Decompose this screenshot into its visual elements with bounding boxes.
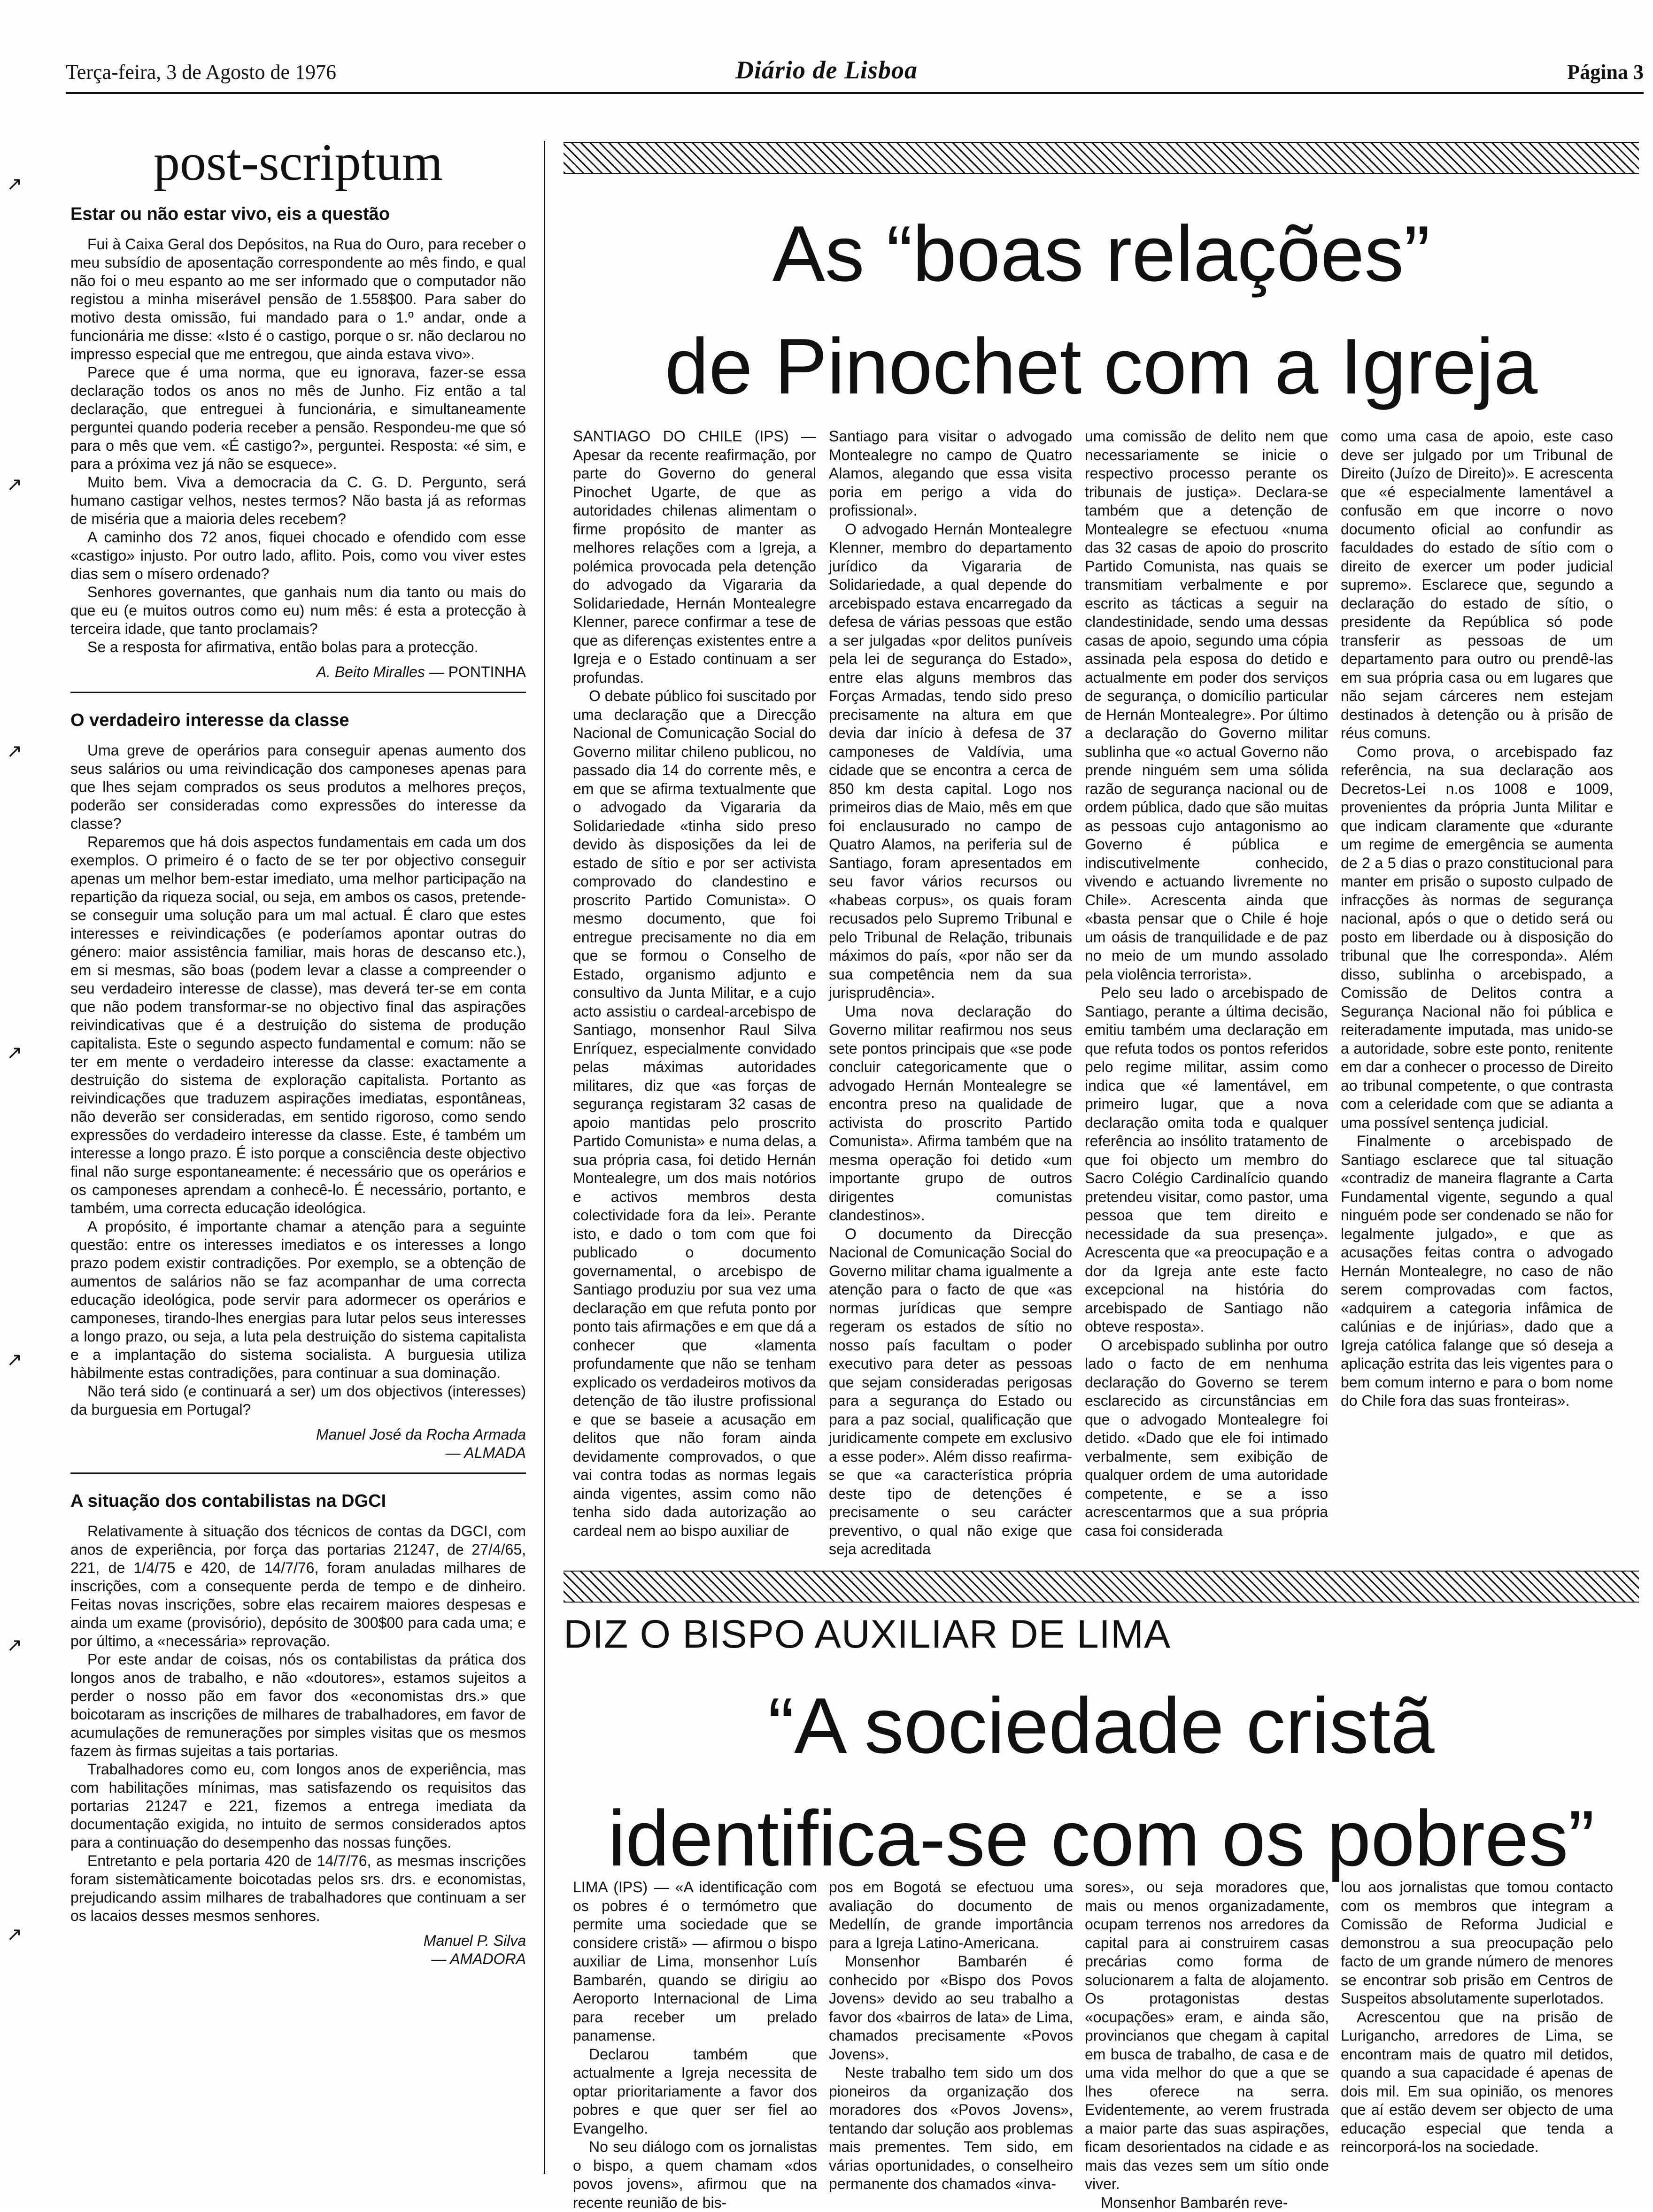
newspaper-name: Diário de Lisboa <box>0 55 1653 85</box>
letter-heading: Estar ou não estar vivo, eis a questão <box>70 204 526 225</box>
article2-column <box>1085 1878 1329 2197</box>
article2-headline <box>564 1669 1639 1895</box>
article1-column <box>1341 427 1613 1549</box>
article-paragraph: uma comissão de delito nem que necessariamente se inicie o respectivo processo perante os tribunais de justiça». Declara-se também que a detenção de Montealegre se efectuou «numa das 32 casas de apoio do proscrito Partido Comunista, nas quais se transmitiam verbalmente e por escrito as tácticas a seguir na clandestinidade, sendo uma dessas casas de apoio, segundo uma cópia assinada pela esposa do detido e actualmente em poder dos serviços de segurança, o domicílio particular de Hernán Montealegre». Por último a declaração do Governo militar sublinha que «o actual Governo não prende ninguém sem uma sólida razão de segurança nacional ou de ordem pública, dado que são muitas as pessoas cujo antagonismo ao Governo é pública e indiscutivelmente conhecido, vivendo e actuando livremente no Chile». Acrescenta ainda que «basta pensar que o Chile é hoje um oásis de tranquilidade e de paz no meio de um mundo assolado pela violência terrorista». <box>1085 427 1328 984</box>
letter-paragraph: Por este andar de coisas, nós os contabilistas da prática dos longos anos de trabalho, e não «doutores», estamos sujeitos a perder o nosso pão em favor dos «economistas drs.» que boicotaram as inscrições de milhares de trabalhadores, em favor de acumulações de remunerações por simples visitas que os mesmos fazem às firmas sujeitas a tais portarias. <box>70 1650 526 1760</box>
letter-paragraph: A propósito, é importante chamar a atenção para a seguinte questão: entre os interesses imediatos e os interesses a longo prazo podem existir contradições. Por exemplo, se a obtenção de aumentos de salários não se faz acompanhar de uma correcta educação ideológica, pode servir para adormecer os operários e camponeses, tirando-lhes energias para lutar pelos seus interesses a longo prazo, ou seja, a luta pela destruição do sistema capitalista e a implantação do sistema socialista. A burguesia utiliza hàbilmente estas contradições, para continuar a sua dominação. <box>70 1218 526 1382</box>
letter-paragraph: Fui à Caixa Geral dos Depósitos, na Rua do Ouro, para receber o meu subsídio de aposentação correspondente ao mês findo, e qual não foi o meu espanto ao me ser informado que o computador não registou a minha miserável pensão de 1.558$00. Para saber do motivo desta omissão, fui mandado para o 1.º andar, onde a funcionária me disse: «Isto é o castigo, porque o sr. não declarou no impresso especial que me entregou, que ainda estava vivo». <box>70 235 526 363</box>
letter-paragraph: Trabalhadores como eu, com longos anos de experiência, mas com habilitações mínimas, mas satisfazendo os requisitos das portarias 21247 e 221, fizemos a entrega imediata da documentação exigida, no intuito de sermos considerados aptos para a continuação do desempenho das nossas funções. <box>70 1760 526 1852</box>
letter-paragraph: Se a resposta for afirmativa, então bolas para a protecção. <box>70 638 526 656</box>
letter-paragraph: Senhores governantes, que ganhais num dia tanto ou mais do que eu (e muitos outros como eu) num mês: é esta a protecção à terceira idade, que tanto proclamais? <box>70 583 526 638</box>
postscriptum-title: post-scriptum <box>70 131 526 193</box>
headline-line: “A sociedade cristã <box>564 1669 1639 1782</box>
letter-place: — PONTINHA <box>429 663 526 680</box>
article-paragraph: lou aos jornalistas que tomou contacto com os membros que integram a Comissão de Reforma Judicial e demonstrou a sua preocupação pelo facto de um grande número de menores se encontrar sob prisão em Centros de Suspeitos absolutamente superlotados. <box>1341 1878 1613 2008</box>
letter-paragraph: Reparemos que há dois aspectos fundamentais em cada um dos exemplos. O primeiro é o facto de se ter por objectivo conseguir apenas um melhor bem-estar imediato, uma melhor participação na repartição da riqueza social, ou seja, em ambos os casos, pretende-se conseguir uma solução para um mal actual. É claro que estes interesses e reivindicações (e poderíamos apontar outras do género: maior assistência familiar, mais horas de descanso etc.), em si mesmas, são boas (podem levar a classe a compreender o seu verdadeiro interesse de classe), mas deverá ter-se em conta que não podem transformar-se no objectivo final das aspirações reivindicativas que é a destruição do sistema de produção capitalista. Este o segundo aspecto fundamental e comum: não se ter em mente o verdadeiro interesse da classe: exactamente a destruição do sistema de exploração capitalista. Portanto as reivindicações que traduzem aspirações imediatas, espontâneas, não deverão ser consideradas, em sentido rigoroso, como sendo expressões do verdadeiro interesse da classe. Este, é também um interesse a longo prazo. É isto porque a consciência deste objectivo final não surge espontaneamente: é necessário que os operários e os camponeses aprendam a conhecê-lo. É necessário, portanto, e também, uma correcta educação ideológica. <box>70 833 526 1218</box>
article-paragraph: O arcebispado sublinha por outro lado o facto de em nenhuma declaração do Governo se terem esclarecido as circunstâncias em que o advogado Montealegre foi detido. «Dado que ele foi intimado verbalmente, sem exibição de qualquer ordem de uma autoridade competente, e se a isso acrescentarmos que a sua própria casa foi considerada <box>1085 1336 1328 1541</box>
article-paragraph: Monsenhor Bambarén é conhecido por «Bispo dos Povos Jovens» devido ao seu trabalho a favor dos «bairros de lata» de Lima, chamados precisamente «Povos Jovens». <box>829 1952 1073 2064</box>
article-paragraph: Neste trabalho tem sido um dos pioneiros da organização dos moradores dos «Povos Jovens», tentando dar solução aos problemas mais prementes. Tem sido, em várias oportunidades, o conselheiro permanente dos chamados «inva- <box>829 2064 1073 2194</box>
article-paragraph: LIMA (IPS) — «A identificação com os pobres é o termómetro que permite uma sociedade que se considere cristã» — afirmou o bispo auxiliar de Lima, monsenhor Luís Bambarén, quando se dirigiu ao Aeroporto Internacional de Lima para receber um prelado panamense. <box>573 1878 817 2045</box>
article2-column <box>1341 1878 1613 2197</box>
article1-headline <box>564 197 1639 423</box>
letter-separator <box>70 1472 526 1474</box>
letter-signature <box>70 663 526 681</box>
letter-paragraph: Relativamente à situação dos técnicos de contas da DGCI, com anos de experiência, por força das portarias 21247, de 27/4/65, 221, de 1/4/75 e 420, de 14/7/76, foram anuladas milhares de inscrições, com a consequente perda de tempo e de dinheiro. Feitas novas inscrições, sobre elas recairem maiores despesas e ainda um exame (provisório), depósito de 300$00 para cada uma; e por último, a «necessária» reprovação. <box>70 1522 526 1650</box>
hatched-rule <box>564 1571 1639 1603</box>
article-paragraph: SANTIAGO DO CHILE (IPS) — Apesar da recente reafirmação, por parte do Governo do general Pinochet Ugarte, de que as autoridades chilenas alimentam o firme propósito de manter as melhores relações com a Igreja, a polémica provocada pela detenção do advogado da Vigararia da Solidariedade, Hernán Montealegre Klenner, parece confirmar a tese de que as diferenças existentes entre a Igreja e o Estado continuam a ser profundas. <box>573 427 816 687</box>
article-paragraph: Finalmente o arcebispado de Santiago esclarece que tal situação «contradiz de maneira flagrante a Carta Fundamental vigente, segundo a qual ninguém pode ser condenado se não for legalmente julgado», e que as acusações feitas contra o advogado Hernán Montealegre, no caso de não serem comprovadas com factos, «adquirem a categoria infâmica de calúnias e de injúrias», dado que a Igreja católica falange que só deseja a aplicação estrita das leis vigentes para o bem comum interno e para o bom nome do Chile fora das suas fronteiras». <box>1341 1132 1613 1410</box>
margin-arrow-icon: ↗ <box>7 1350 23 1369</box>
article-paragraph: O documento da Direcção Nacional de Comunicação Social do Governo militar chama igualmente a atenção para o facto de que «as normas jurídicas que sempre regeram os estados de sítio no nosso país facultam o poder executivo para deter as pessoas que sejam consideradas perigosas para a segurança do Estado ou para a paz social, qualificação que juridicamente compete em exclusivo a esse poder». Além disso reafirma-se que «a característica própria deste tipo de detenções é precisamente o seu carácter preventivo, o qual não exige que seja acreditada <box>829 1225 1072 1559</box>
article-paragraph: Acrescentou que na prisão de Lurigancho, arredores de Lima, se encontram mais de quatro mil detidos, quando a sua capacidade é apenas de dois mil. Em sua opinião, os menores que aí estão devem ser objecto de uma educação especial que tenda a reincorporá-los na sociedade. <box>1341 2008 1613 2157</box>
article1-column <box>573 427 816 1549</box>
article2-kicker: DIZ O BISPO AUXILIAR DE LIMA <box>564 1608 1639 1660</box>
article-paragraph: como uma casa de apoio, este caso deve ser julgado por um Tribunal de Direito (Juízo de Direito)». E acrescenta que «é especialmente lamentável a confusão em que incorre o novo documento oficial ao confundir as faculdades do estado de sítio com o direito de exercer um poder judicial supremo». Esclarece que, segundo a declaração do estado de sítio, o presidente da República só pode transferir as pessoas de um departamento para outro ou prendê-las em sua própria casa ou em lugares que não sejam cárceres nem estejam destinados à detenção ou à prisão de réus comuns. <box>1341 427 1613 743</box>
article2-column <box>573 1878 817 2197</box>
article-paragraph: Declarou também que actualmente a Igreja necessita de optar prioritariamente a favor dos pobres e que quer ser fiel ao Evangelho. <box>573 2045 817 2138</box>
margin-arrow-icon: ↗ <box>7 175 23 193</box>
article-paragraph: Monsenhor Bambarén reve- <box>1085 2194 1329 2212</box>
article2-column <box>829 1878 1073 2197</box>
page-number: Página 3 <box>1567 60 1644 84</box>
letter-separator <box>70 692 526 693</box>
letter-place: — ALMADA <box>70 1444 526 1462</box>
headline-line: de Pinochet com a Igreja <box>564 310 1639 423</box>
article1-column <box>1085 427 1328 1549</box>
headline-line: identifica-se com os pobres” <box>564 1782 1639 1895</box>
article-paragraph: Pelo seu lado o arcebispado de Santiago, perante a última decisão, emitiu também uma declaração em que refuta todos os pontos referidos pelo regime militar, assim como indica que «é lamentável, em primeiro lugar, que a nova declaração omita toda e qualquer referência ao insólito tratamento de que foi objecto um membro do Sacro Colégio Cardinalício quando pretendeu visitar, como pastor, uma pessoa que tem direito e necessidade da sua presença». Acrescenta que «a preocupação e a dor da Igreja ante este facto excepcional na história do arcebispado de Santiago não obteve resposta». <box>1085 984 1328 1336</box>
hatched-rule <box>564 142 1639 174</box>
letter-paragraph: Uma greve de operários para conseguir apenas aumento dos seus salários ou uma reivindicação dos camponeses apenas para que lhes sejam comprados os seus produtos a melhores preços, poderão ser consideradas como expressões do interesse da classe? <box>70 741 526 833</box>
issue-date: Terça-feira, 3 de Agosto de 1976 <box>66 60 336 84</box>
article-paragraph: Uma nova declaração do Governo militar reafirmou nos seus sete pontos principais que «se pode concluir categoricamente que o advogado Hernán Montealegre se encontra preso na qualidade de activista do proscrito Partido Comunista». Afirma também que na mesma operação foi detido «um importante grupo de outros dirigentes comunistas clandestinos». <box>829 1002 1072 1225</box>
letter <box>70 1491 526 1968</box>
margin-arrow-icon: ↗ <box>7 1043 23 1062</box>
headline-line: As “boas relações” <box>564 197 1639 310</box>
letter-paragraph: Muito bem. Viva a democracia da C. G. D. Pergunto, será humano castigar velhos, nestes termos? Não basta já as reformas de miséria que a maioria deles recebem? <box>70 473 526 528</box>
letter-author: A. Beito Miralles <box>317 663 425 680</box>
letter-paragraph: Parece que é uma norma, que eu ignorava, fazer-se essa declaração todos os anos no mês de Junho. Fiz então a tal declaração, que entreguei à funcionária, e simultaneamente perguntei quando poderia receber a pensão. Respondeu-me que só para o mês que vem. «É castigo?», perguntei. Resposta: «é sim, e para a próxima vez já não se esquece». <box>70 363 526 473</box>
letter-paragraph: Entretanto e pela portaria 420 de 14/7/76, as mesmas inscrições foram sistemàticamente boicotadas pelos srs. drs. e economistas, prejudicando assim milhares de trabalhadores que continuam a ser os lacaios desses mesmos senhores. <box>70 1852 526 1925</box>
article-paragraph: sores», ou seja moradores que, mais ou menos organizadamente, ocupam terrenos nos arredores da capital para ai construirem casas precárias como forma de solucionarem a falta de alojamento. Os protagonistas destas «ocupações» eram, e ainda são, provincianos que chegam à capital em busca de trabalho, de casa e de uma vida melhor do que a que se lhes oferece na serra. Evidentemente, ao verem frustrada a maior parte das suas aspirações, ficam desorientados na cidade e as mais das vezes sem um sítio onde viver. <box>1085 1878 1329 2194</box>
article-paragraph: Como prova, o arcebispado faz referência, na sua declaração aos Decretos-Lei n.os 1008 e 1009, provenientes da própria Junta Militar e que indicam claramente que «durante um regime de emergência se aumenta de 2 a 5 dias o prazo constitucional para manter em prisão o suposto culpado de infracções às normas de segurança nacional, após o que o detido será ou posto em liberdade ou à disposição do tribunal que lhe corresponda». Além disso, sublinha o arcebispado, a Comissão de Delitos contra a Segurança Nacional não foi pública e reiteradamente imputada, mas unido-se a autoridade, sobre este ponto, renitente em dar a conhecer o processo de Direito ao tribunal competente, o que contrasta com a celeridade com que se adianta a uma possível sentença judicial. <box>1341 743 1613 1133</box>
postscriptum-column <box>70 131 526 1974</box>
article-paragraph: O debate público foi suscitado por uma declaração que a Direcção Nacional de Comunicação Social do Governo militar chileno publicou, no passado dia 14 do corrente mês, e em que se afirma textualmente que o advogado da Vigararia da Solidariedade «tinha sido preso devido às disposições da lei de estado de sítio e por ser activista comprovado do clandestino e proscrito Partido Comunista». O mesmo documento, que foi entregue precisamente no dia em que se formou o Conselho de Estado, organismo adjunto e consultivo da Junta Militar, e a cujo acto assistiu o cardeal-arcebispo de Santiago, monsenhor Raul Silva Enríquez, especialmente convidado pelas máximas autoridades militares, diz que «as forças de segurança registaram 32 casas de apoio mantidas pelo proscrito Partido Comunista» e numa delas, a sua própria casa, foi detido Hernán Montealegre, um dos mais notórios e activos membros desta colectividade fora da lei». Perante isto, e dado o tom com que foi publicado o documento governamental, o arcebispo de Santiago produziu por sua vez uma declaração em que refuta ponto por ponto tais afirmações e em que dá a conhecer que «lamenta profundamente que não se tenham explicado os verdadeiros motivos da detenção de tão ilustre profissional e que se baseie a acusação em delitos que não foram ainda devidamente comprovados, o que vai contra todas as normas legais ainda vigentes, assim como não tenha sido dada autorização ao cardeal nem ao bispo auxiliar de <box>573 687 816 1540</box>
margin-arrow-icon: ↗ <box>7 1925 23 1944</box>
letter <box>70 710 526 1462</box>
letter-paragraph: Não terá sido (e continuará a ser) um dos objectivos (interesses) da burguesia em Portugal? <box>70 1382 526 1419</box>
letter <box>70 204 526 681</box>
article1-column <box>829 427 1072 1549</box>
letter-author: Manuel José da Rocha Armada <box>70 1426 526 1444</box>
article-paragraph: pos em Bogotá se efectuou uma avaliação do documento de Medellín, de grande importância para a Igreja Latino-Americana. <box>829 1878 1073 1952</box>
letter-heading: A situação dos contabilistas na DGCI <box>70 1491 526 1512</box>
letter-heading: O verdadeiro interesse da classe <box>70 710 526 731</box>
letter-place: — AMADORA <box>70 1950 526 1968</box>
margin-arrow-icon: ↗ <box>7 475 23 494</box>
column-divider <box>544 141 545 2174</box>
article-paragraph: No seu diálogo com os jornalistas o bispo, a quem chamam «dos povos jovens», afirmou que na recente reunião de bis- <box>573 2138 817 2212</box>
article-paragraph: Santiago para visitar o advogado Montealegre no campo de Quatro Alamos, alegando que essa visita poria em perigo a vida do profissional». <box>829 427 1072 520</box>
letter-author: Manuel P. Silva <box>70 1932 526 1950</box>
letter-paragraph: A caminho dos 72 anos, fiquei chocado e ofendido com esse «castigo» injusto. Por outro lado, aflito. Pois, como vou viver estes dias sem o mísero ordenado? <box>70 528 526 583</box>
margin-arrow-icon: ↗ <box>7 742 23 761</box>
header-rule <box>66 92 1644 94</box>
article-paragraph: O advogado Hernán Montealegre Klenner, membro do departamento jurídico da Vigararia de Solidariedade, a qual depende do arcebispado estava encarregado da defesa de várias pessoas que estão a ser julgadas «por delitos puníveis pela lei de segurança do Estado», entre elas alguns membros das Forças Armadas, tendo sido preso precisamente na altura em que devia dar início à defesa de 37 camponeses de Valdívia, uma cidade que se encontra a cerca de 850 km desta capital. Logo nos primeiros dias de Maio, mês em que foi enclausurado no campo de Quatro Alamos, na periferia sul de Santiago, foram apresentados em seu favor vários recursos ou «habeas corpus», os quais foram recusados pelo Supremo Tribunal e pelo Tribunal de Relação, tribunais máximos do país, «por não ser da sua competência nem da sua jurisprudência». <box>829 520 1072 1002</box>
margin-arrow-icon: ↗ <box>7 1636 23 1655</box>
